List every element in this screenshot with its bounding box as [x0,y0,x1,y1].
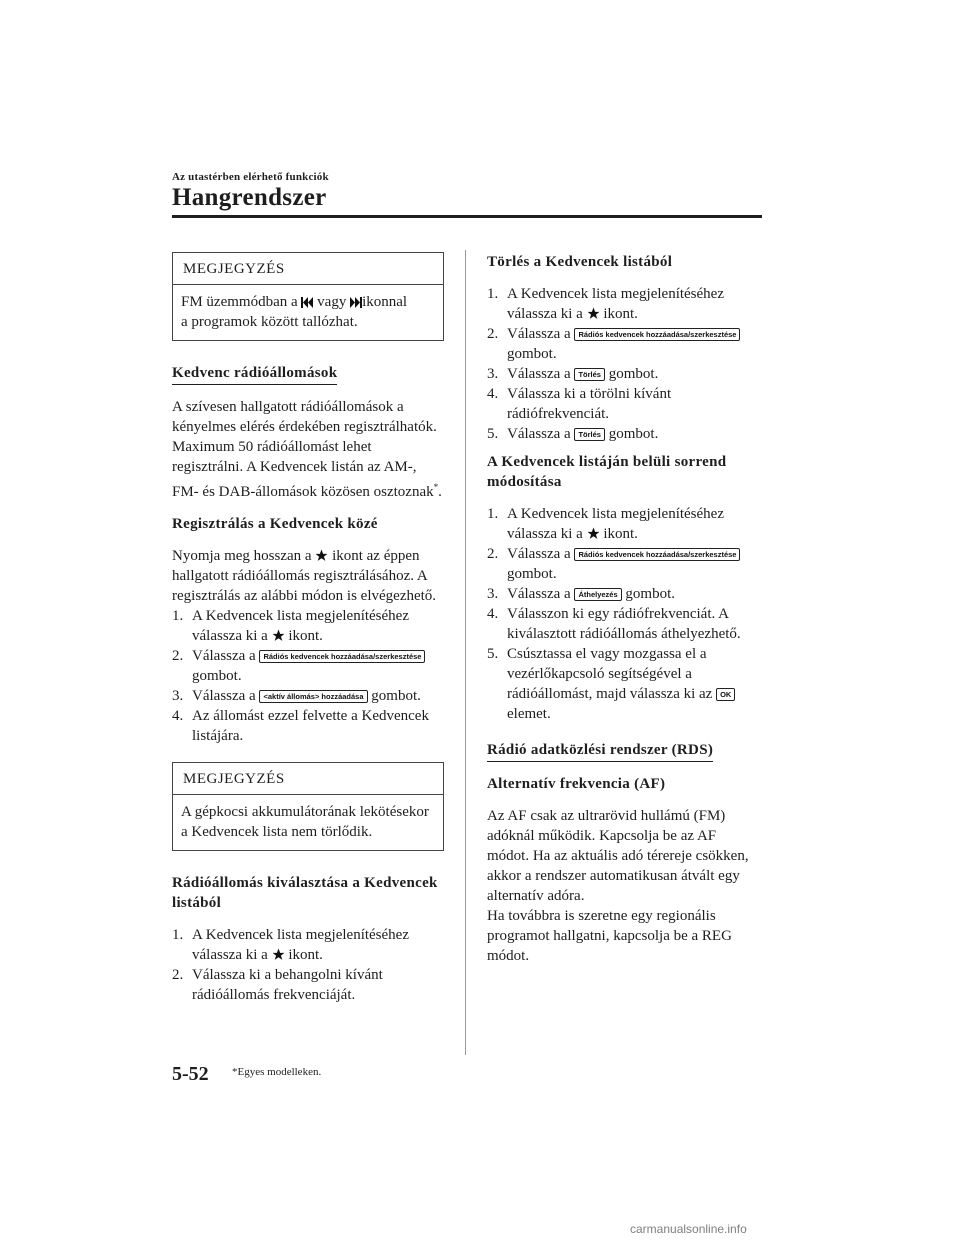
step-number: 1. [487,506,499,522]
step-text: Válassza ki a törölni kívánt rádiófrekvenciát. [507,386,672,422]
note-box-battery [172,762,444,851]
step-text: A Kedvencek lista megjelenítéséhez válassza ki a [507,286,724,322]
list-item [487,504,759,544]
list-item [487,324,759,364]
page-number: 5-52 [172,1063,209,1085]
list-item [487,364,759,384]
left-column [172,252,444,1005]
step-number: 2. [487,546,499,562]
step-text: A Kedvencek lista megjelenítéséhez válassza ki a [507,506,724,542]
heading-delete: Törlés a Kedvencek listából [487,254,673,270]
step-text: gombot. [507,566,557,582]
star-icon [272,629,285,642]
list-item [487,604,759,644]
note-text: a programok között tallózhat. [181,314,358,330]
step-number: 5. [487,646,499,662]
favorites-paragraph [172,397,444,502]
step-number: 4. [487,386,499,402]
skip-forward-icon [350,297,362,308]
list-item [172,965,444,1005]
section-label: Az utastérben elérhető funkciók [172,171,329,183]
list-item [487,544,759,584]
step-text: Válassza ki a behangolni kívánt rádióállomás frekvenciáját. [192,967,383,1003]
add-edit-favorites-button[interactable]: Rádiós kedvencek hozzáadása/szerkesztése [574,548,740,561]
column-divider [465,250,466,1055]
paragraph-text: Nyomja meg hosszan a [172,548,312,564]
right-column [487,252,759,966]
step-number: 2. [172,967,184,983]
af-paragraph-2: Ha továbbra is szeretne egy regionális programot hallgatni, kapcsolja be a REG módot. [487,908,732,964]
step-text: ikont. [603,526,638,542]
list-item [172,925,444,965]
af-paragraph-1: Az AF csak az ultrarövid hullámú (FM) adóknál működik. Kapcsolja be az AF módot. Ha az aktuális adó térereje csökken, akkor a rendszer automatikusan átvált egy alternatív adóra. [487,808,749,904]
step-number: 3. [172,688,184,704]
add-active-station-button[interactable]: <aktív állomás> hozzáadása [259,690,367,703]
list-item [487,584,759,604]
star-icon [272,948,285,961]
register-paragraph [172,546,444,606]
star-icon [587,307,600,320]
step-text: Az állomást ezzel felvette a Kedvencek listájára. [192,708,429,744]
add-edit-favorites-button[interactable]: Rádiós kedvencek hozzáadása/szerkesztése [259,650,425,663]
step-text: ikont. [288,628,323,644]
delete-button[interactable]: Törlés [574,368,605,381]
list-item [172,706,444,746]
step-number: 2. [172,648,184,664]
note-text: FM üzemmódban a [181,294,298,310]
step-text: A Kedvencek lista megjelenítéséhez válassza ki a [192,927,409,963]
watermark: carmanualsonline.info [630,1222,747,1236]
step-text: gombot. [507,346,557,362]
step-number: 1. [172,608,184,624]
list-item [172,606,444,646]
step-number: 1. [172,927,184,943]
step-text: gombot. [192,668,242,684]
asterisk: * [433,482,439,492]
step-number: 3. [487,366,499,382]
select-steps [172,925,444,1005]
step-number: 5. [487,426,499,442]
step-text: Válassza a [507,546,571,562]
reorder-steps [487,504,759,724]
step-text: Csúsztassa el vagy mozgassa el a vezérlőkapcsoló segítségével a rádióállomást, majd válassza ki az [507,646,713,702]
note-title: MEGJEGYZÉS [173,253,443,285]
heading-rds: Rádió adatközlési rendszer (RDS) [487,740,713,762]
paragraph-text: . [438,484,442,500]
step-text: A Kedvencek lista megjelenítéséhez válassza ki a [192,608,409,644]
step-number: 4. [487,606,499,622]
list-item [172,646,444,686]
step-number: 4. [172,708,184,724]
step-text: Válassza a [507,586,571,602]
note-text: vagy [317,294,347,310]
heading-favorites: Kedvenc rádióállomások [172,363,337,385]
step-text: ikont. [603,306,638,322]
step-text: gombot. [608,426,659,442]
star-icon [587,527,600,540]
step-number: 2. [487,326,499,342]
ok-button[interactable]: OK [716,688,735,701]
note-text: ikonnal [362,294,408,310]
note-title: MEGJEGYZÉS [173,763,443,795]
paragraph-text: ikont az éppen hallgatott rádióállomás regisztrálásához. A regisztrálás az alábbi módon is elvégezhető. [172,548,437,604]
list-item [487,284,759,324]
step-text: Válassza a [507,326,571,342]
step-text: elemet. [507,706,551,722]
list-item [487,424,759,444]
step-text: ikont. [288,947,323,963]
step-text: Válassza a [192,688,256,704]
note-body: A gépkocsi akkumulátorának lekötésekor a Kedvencek lista nem törlődik. [181,804,429,840]
list-item [172,686,444,706]
register-steps [172,606,444,746]
note-body [173,285,443,340]
star-icon [315,549,328,562]
add-edit-favorites-button[interactable]: Rádiós kedvencek hozzáadása/szerkesztése [574,328,740,341]
heading-register: Regisztrálás a Kedvencek közé [172,516,378,532]
move-button[interactable]: Áthelyezés [574,588,621,601]
step-text: Válassza a [507,426,571,442]
step-text: Válasszon ki egy rádiófrekvenciát. A kiválasztott rádióállomás áthelyezhető. [507,606,741,642]
paragraph-text: A szívesen hallgatott rádióállomások a kényelmes elérés érdekében regisztrálhatók. Maximum 50 rádióállomást lehet regisztrálni. A Kedvencek listán az AM-, FM- és DAB-állomások közösen osztoznak [172,399,437,500]
step-text: gombot. [371,688,421,704]
note-box-browse [172,252,444,341]
heading-select-station: Rádióállomás kiválasztása a Kedvencek listából [172,875,438,911]
step-number: 3. [487,586,499,602]
header-rule [172,215,762,218]
list-item [487,644,759,724]
chapter-title: Hangrendszer [172,184,327,211]
list-item [487,384,759,424]
heading-af: Alternatív frekvencia (AF) [487,776,666,792]
step-text: gombot. [608,366,659,382]
step-text: gombot. [625,586,675,602]
delete-steps [487,284,759,444]
skip-back-icon [301,297,313,308]
step-text: Válassza a [192,648,256,664]
step-number: 1. [487,286,499,302]
heading-reorder: A Kedvencek listáján belüli sorrend módosítása [487,454,727,490]
footnote: *Egyes modelleken. [232,1066,322,1078]
step-text: Válassza a [507,366,571,382]
delete-button[interactable]: Törlés [574,428,605,441]
